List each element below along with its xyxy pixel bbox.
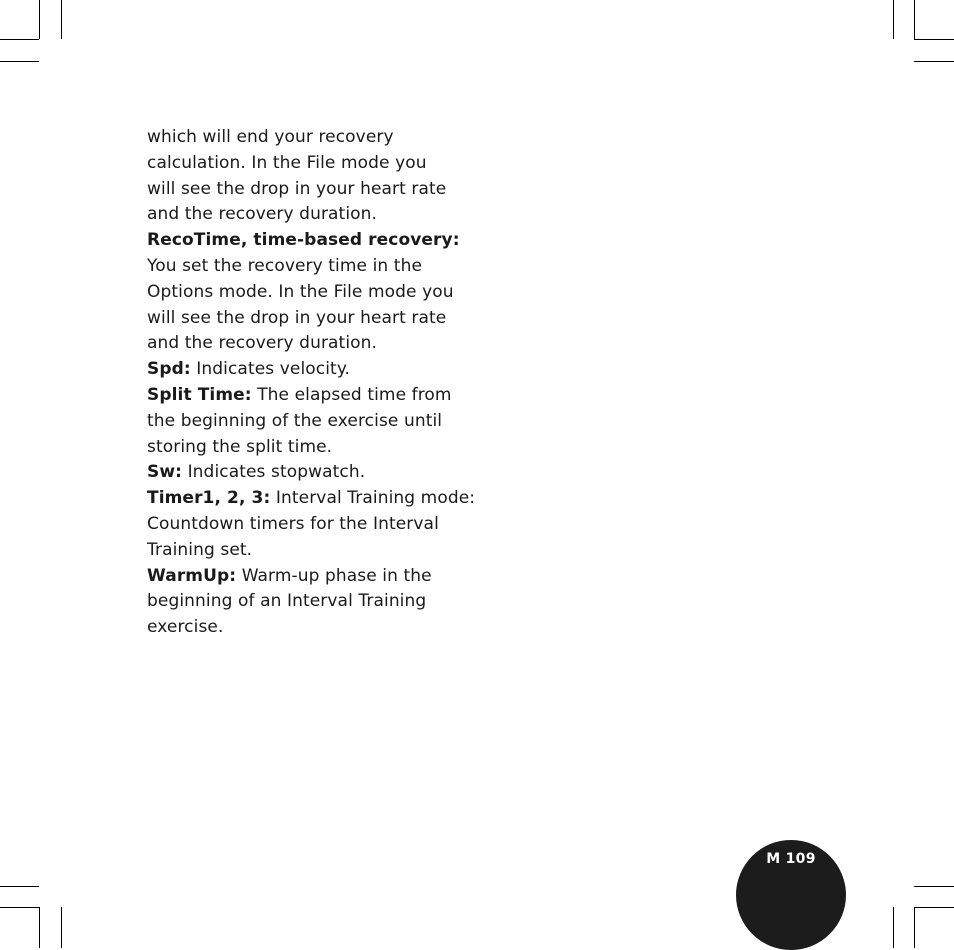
intro-line: will see the drop in your heart rate bbox=[147, 178, 447, 199]
glossary-entry-timer bbox=[147, 486, 477, 563]
glossary-term: Spd: bbox=[147, 359, 191, 380]
definition-line: will see the drop in your heart rate bbox=[147, 307, 447, 328]
definition-line: the beginning of the exercise until bbox=[147, 410, 443, 431]
intro-line: and the recovery duration. bbox=[147, 204, 378, 225]
definition-line: and the recovery duration. bbox=[147, 333, 378, 354]
glossary-entry-warmup bbox=[147, 564, 477, 641]
definition-line: Countdown timers for the Interval bbox=[147, 513, 439, 534]
definition-text: Indicates velocity. bbox=[190, 359, 351, 380]
crop-mark-bottom-left-horizontal-upper bbox=[0, 886, 39, 887]
definition-line: You set the recovery time in the bbox=[147, 255, 423, 276]
crop-mark-top-right-horizontal bbox=[914, 39, 954, 40]
crop-mark-bottom-left-vertical-outer bbox=[39, 907, 40, 948]
crop-mark-bottom-left-horizontal bbox=[0, 907, 39, 908]
glossary-term: RecoTime, time-based recovery: bbox=[147, 230, 460, 251]
crop-mark-top-right-vertical-outer bbox=[893, 0, 894, 39]
glossary-term: Timer1, 2, 3: bbox=[147, 488, 271, 509]
intro-line: which will end your recovery bbox=[147, 127, 394, 147]
intro-line: calculation. In the File mode you bbox=[147, 152, 427, 173]
definition-line: storing the split time. bbox=[147, 436, 333, 457]
glossary-entry-sw bbox=[147, 460, 477, 486]
crop-mark-bottom-right-vertical-inner bbox=[914, 907, 915, 948]
definition-text: The elapsed time from bbox=[251, 384, 452, 405]
glossary-term: Split Time: bbox=[147, 384, 252, 405]
glossary-entry-spd bbox=[147, 357, 477, 383]
crop-mark-bottom-right-vertical-outer bbox=[893, 907, 894, 948]
definition-line: exercise. bbox=[147, 617, 224, 638]
definition-line: Options mode. In the File mode you bbox=[147, 281, 454, 302]
glossary-term: Sw: bbox=[147, 462, 183, 483]
crop-mark-top-left-horizontal-lower bbox=[0, 61, 39, 62]
crop-mark-bottom-right-horizontal bbox=[914, 907, 954, 908]
intro-paragraph bbox=[147, 125, 477, 228]
crop-mark-bottom-left-vertical-inner bbox=[61, 907, 62, 948]
crop-mark-top-right-vertical-inner bbox=[914, 0, 915, 39]
glossary-text-column bbox=[147, 125, 477, 641]
crop-mark-top-right-horizontal-lower bbox=[914, 61, 954, 62]
page-number: M 109 bbox=[766, 851, 816, 867]
crop-mark-top-left-horizontal bbox=[0, 39, 39, 40]
glossary-entry-split-time bbox=[147, 383, 477, 460]
definition-text: Indicates stopwatch. bbox=[182, 462, 366, 483]
definition-text: Interval Training mode: bbox=[270, 488, 476, 509]
crop-mark-bottom-right-horizontal-upper bbox=[914, 886, 954, 887]
glossary-entry-recotime bbox=[147, 228, 477, 357]
definition-line: beginning of an Interval Training bbox=[147, 591, 427, 612]
definition-line: Training set. bbox=[147, 539, 253, 560]
glossary-term: WarmUp: bbox=[147, 565, 237, 586]
crop-mark-top-left-vertical-outer bbox=[39, 0, 40, 39]
crop-mark-top-left-vertical-inner bbox=[61, 0, 62, 39]
definition-text: Warm-up phase in the bbox=[236, 565, 432, 586]
